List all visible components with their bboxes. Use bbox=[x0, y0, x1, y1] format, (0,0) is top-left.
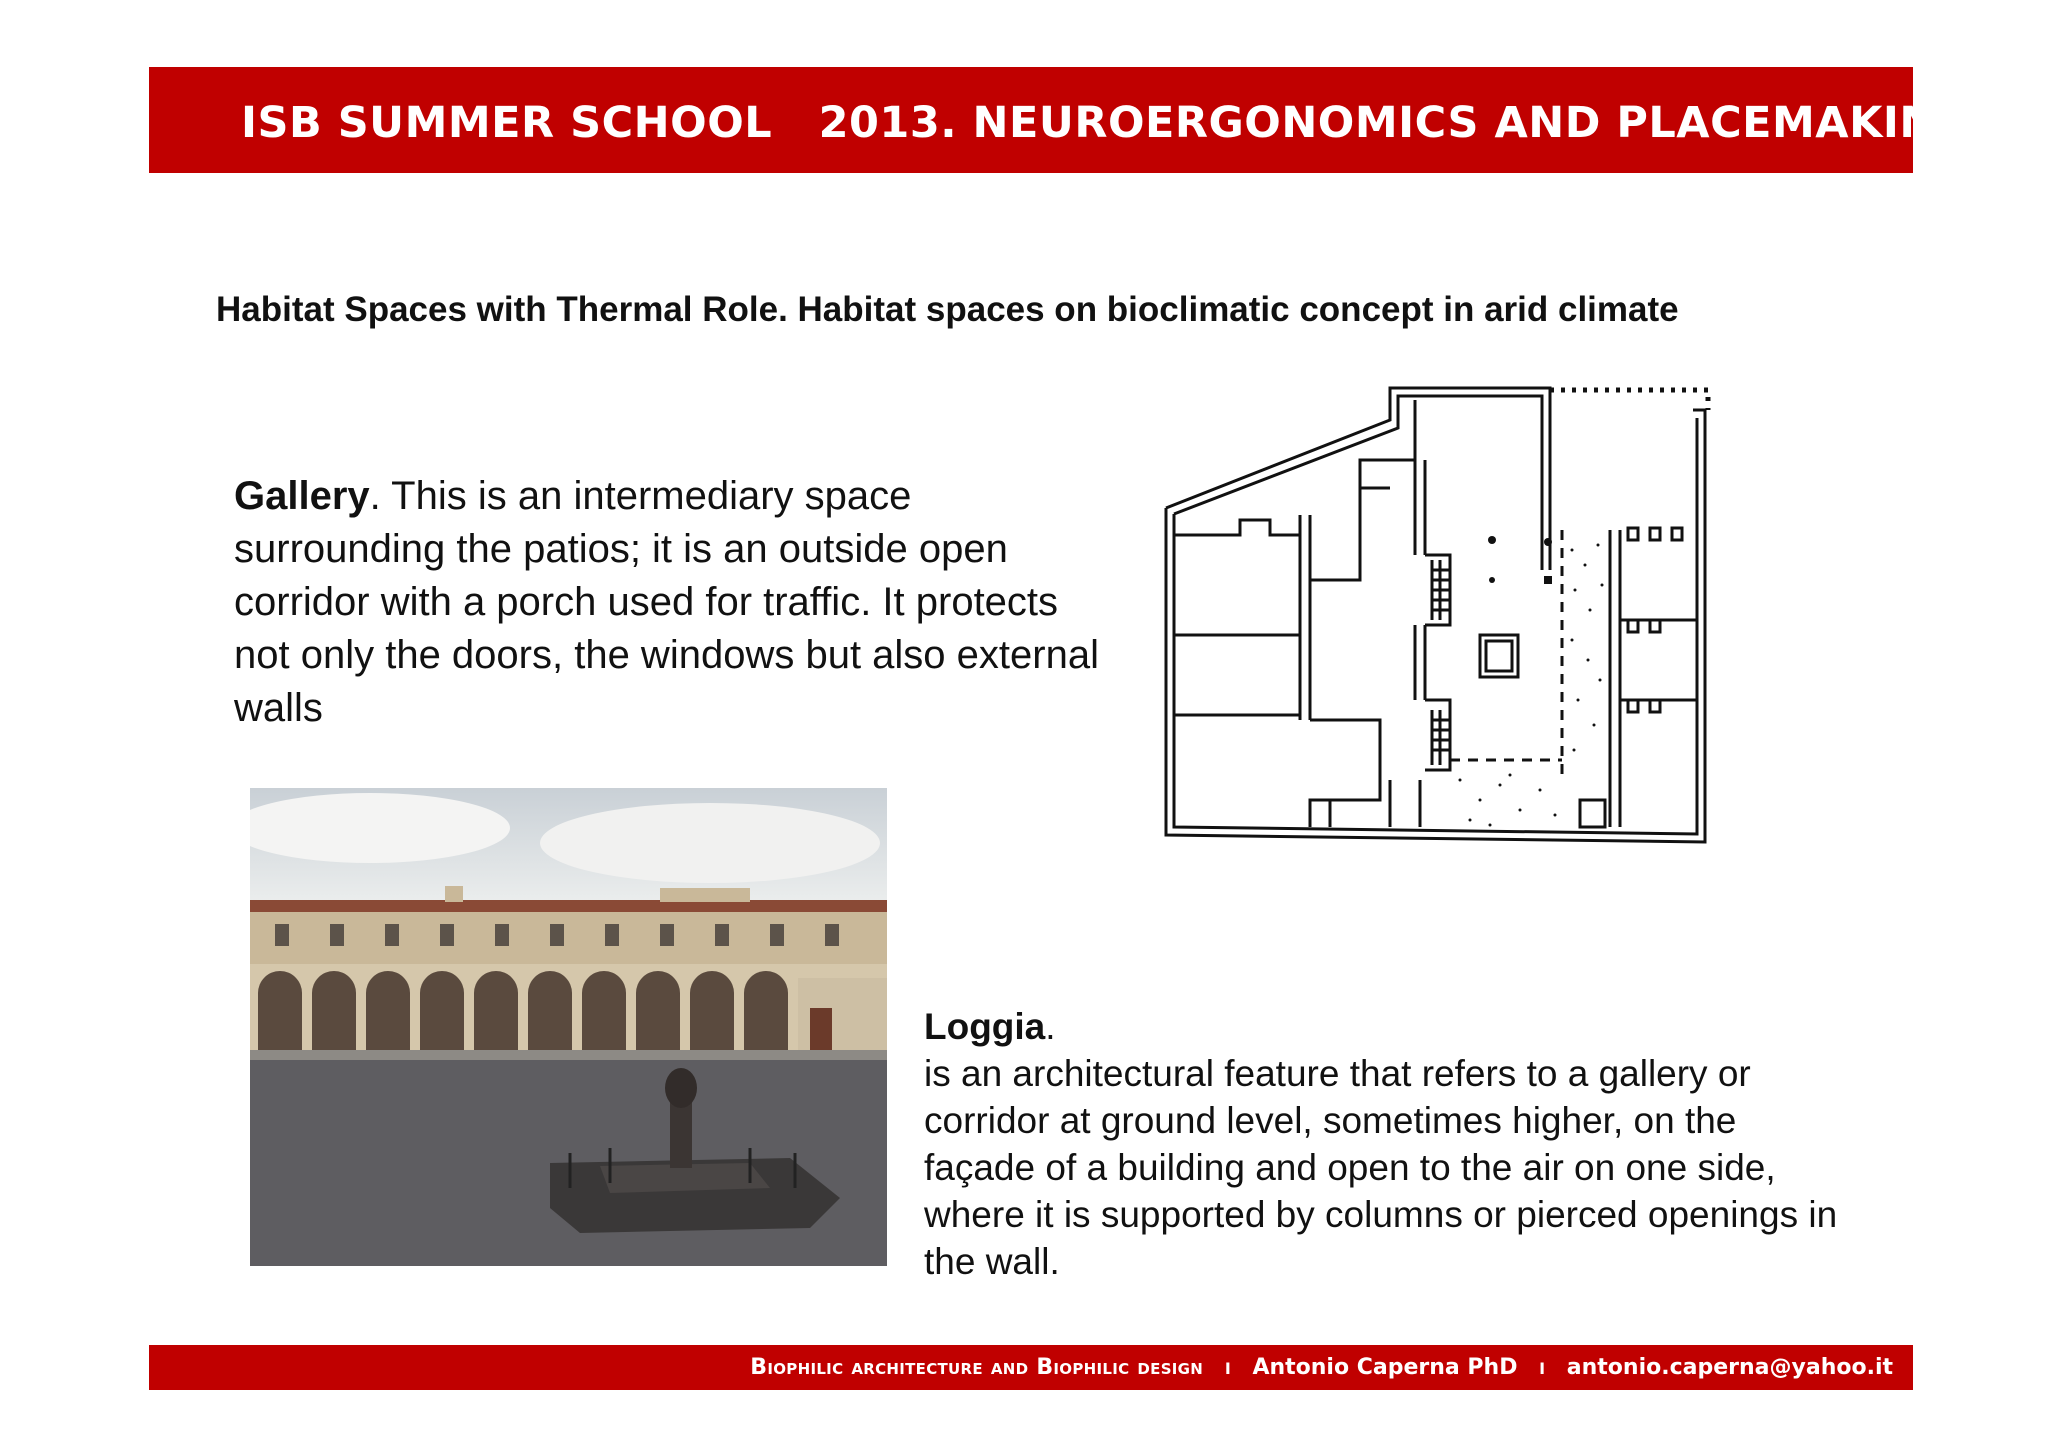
footer-separator: I bbox=[1539, 1359, 1546, 1378]
footer-author: Antonio Caperna PhD bbox=[1252, 1355, 1518, 1380]
loggia-description: Loggia. is an architectural feature that refers to a gallery or corridor at ground level, sometimes higher, on the façade of a building and open to the air on one side, where it is supported by columns or pierced openings in the wall. bbox=[924, 1003, 1844, 1285]
loggia-text: is an architectural feature that refers to a gallery or corridor at ground level, sometimes higher, on the façade of a building and open to the air on one side, where it is supported by columns or pierced openings in the wall. bbox=[924, 1053, 1838, 1282]
gallery-term: Gallery bbox=[234, 474, 370, 518]
loggia-term: Loggia bbox=[924, 1006, 1046, 1047]
footer-email: antonio.caperna@yahoo.it bbox=[1566, 1355, 1893, 1380]
floor-plan-drawing bbox=[1160, 380, 1740, 860]
gallery-description bbox=[234, 470, 1114, 735]
slide-subtitle: Habitat Spaces with Thermal Role. Habitat spaces on bioclimatic concept in arid climate bbox=[216, 290, 1679, 329]
header-bar bbox=[149, 67, 1972, 173]
loggia-photo bbox=[250, 788, 887, 1266]
gallery-text: . This is an intermediary space surrounding the patios; it is an outside open corridor with a porch used for traffic. It protects not only the doors, the windows but also external walls bbox=[234, 474, 1099, 730]
footer-credits bbox=[750, 1345, 1893, 1390]
footer-bar bbox=[149, 1345, 1913, 1390]
footer-course: Biophilic architecture and Biophilic design bbox=[750, 1355, 1204, 1380]
footer-separator: I bbox=[1224, 1359, 1231, 1378]
slide-title: ISB SUMMER SCHOOL 2013. NEUROERGONOMICS AND PLACEMAKING bbox=[241, 98, 1972, 148]
